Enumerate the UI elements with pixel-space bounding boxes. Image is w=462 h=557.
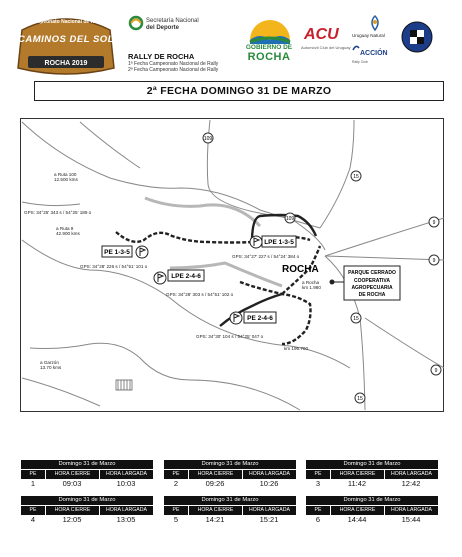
road-number-marker xyxy=(355,393,365,403)
svg-text:9: 9 xyxy=(432,220,436,226)
finish-flag-icon xyxy=(250,236,262,248)
table-date: Domingo 31 de Marzo xyxy=(306,460,438,469)
svg-text:9: 9 xyxy=(434,368,438,374)
road-number-marker xyxy=(285,213,295,223)
start-flag-icon xyxy=(230,312,242,324)
accion-subtitle: Rally Club xyxy=(352,60,368,64)
table-date: Domingo 31 de Marzo xyxy=(164,496,296,505)
table-date: Domingo 31 de Marzo xyxy=(21,460,153,469)
table-date: Domingo 31 de Marzo xyxy=(306,496,438,505)
road-number-marker xyxy=(429,255,439,265)
table-row: 3 11:42 12:42 xyxy=(315,479,421,488)
place-label: a Garzón xyxy=(40,360,59,365)
secretaria-name: Secretaría Nacional del Deporte xyxy=(146,18,199,31)
uruguay-natural-text: Uruguay Natural xyxy=(352,33,385,38)
svg-text:PE 1-3-5: PE 1-3-5 xyxy=(104,249,130,256)
svg-text:15: 15 xyxy=(353,174,359,180)
gps-label: GPS: 34°28' 303 s / 54°51' 102 o xyxy=(166,292,234,297)
table-row: 2 09:26 10:26 xyxy=(173,479,279,488)
gobierno-logo-icon xyxy=(248,18,292,44)
badge-main-text: CAMINOS DEL SOL xyxy=(18,34,114,45)
schedule-table-pe4: Domingo 31 de Marzo PE HORA CIERRE HORA LARGADA 4 12:05 13:05 xyxy=(21,496,153,525)
table-row: 5 14:21 15:21 xyxy=(173,515,279,524)
table-row: 1 09:03 10:03 xyxy=(30,479,136,488)
road-number-marker xyxy=(203,133,213,143)
gps-label: GPS: 34°28' 226 s / 54°51' 101 o xyxy=(80,264,148,269)
svg-text:LPE 1-3-5: LPE 1-3-5 xyxy=(264,239,294,246)
schedule-table-pe5: Domingo 31 de Marzo PE HORA CIERRE HORA LARGADA 5 14:21 15:21 xyxy=(164,496,296,525)
schedule-table-pe6: Domingo 31 de Marzo PE HORA CIERRE HORA LARGADA 6 14:44 15:44 xyxy=(306,496,438,525)
rally-title: RALLY DE ROCHA xyxy=(128,52,195,61)
svg-text:9: 9 xyxy=(432,258,436,264)
svg-text:PARQUE CERRADO: PARQUE CERRADO xyxy=(348,270,396,276)
accion-swirl-icon xyxy=(352,44,360,52)
page-title: 2ª FECHA DOMINGO 31 DE MARZO xyxy=(34,81,444,101)
svg-text:15: 15 xyxy=(353,316,359,322)
gps-label: GPS: 34°25' 343 s / 54°25' 189 o xyxy=(24,210,92,215)
gps-label: GPS: 34°27' 227 s / 54°24' 384 o xyxy=(232,254,300,259)
place-label: 13.70 kms xyxy=(40,365,62,370)
svg-text:PE 2-4-6: PE 2-4-6 xyxy=(247,315,273,322)
schedule-table-pe1: Domingo 31 de Marzo PE HORA CIERRE HORA LARGADA 1 09:03 10:03 xyxy=(21,460,153,489)
road-number-marker xyxy=(351,171,361,181)
schedule-table-pe2: Domingo 31 de Marzo PE HORA CIERRE HORA LARGADA 2 09:26 10:26 xyxy=(164,460,296,489)
stage-label xyxy=(102,246,132,257)
stage-label xyxy=(168,270,204,281)
badge-top-text: Campeonato Nacional de Rally xyxy=(29,19,103,25)
rally-subtitle: 1ª Fecha Campeonato Nacional de Rally 2ª Fecha Campeonato Nacional de Rally xyxy=(128,61,219,73)
finish-flag-icon xyxy=(154,272,166,284)
gps-label: GPS: 34°30' 104 s / 54°25' 047 o xyxy=(196,334,264,339)
rally-club-emblem-icon xyxy=(400,20,434,54)
stage-label xyxy=(262,236,296,247)
uruguay-natural-icon xyxy=(366,14,384,32)
table-date: Domingo 31 de Marzo xyxy=(164,460,296,469)
schedule-table-pe3: Domingo 31 de Marzo PE HORA CIERRE HORA LARGADA 3 11:42 12:42 xyxy=(306,460,438,489)
parque-marker-icon xyxy=(330,280,335,285)
road-number-marker xyxy=(431,365,441,375)
acu-logo: ACU xyxy=(304,26,339,43)
road-number-marker xyxy=(429,217,439,227)
table-date: Domingo 31 de Marzo xyxy=(21,496,153,505)
table-row: 4 12:05 13:05 xyxy=(30,515,136,524)
start-flag-icon xyxy=(136,246,148,258)
championship-badge xyxy=(14,14,118,76)
svg-text:LPE 2-4-6: LPE 2-4-6 xyxy=(171,273,201,280)
place-label: 12.500 kms xyxy=(54,177,78,182)
place-label: a Ruta 9 xyxy=(56,226,74,231)
svg-text:COOPERATIVA: COOPERATIVA xyxy=(354,278,390,284)
accion-logo: ACCIÓN xyxy=(360,50,388,57)
svg-text:15: 15 xyxy=(357,396,363,402)
route-map xyxy=(20,118,444,412)
badge-year-text: ROCHA 2019 xyxy=(44,60,88,67)
svg-text:AGROPECUARIA: AGROPECUARIA xyxy=(351,285,393,291)
svg-text:DE ROCHA: DE ROCHA xyxy=(358,292,386,298)
secretaria-logo-icon xyxy=(128,14,144,32)
svg-text:109: 109 xyxy=(285,216,295,222)
svg-text:109: 109 xyxy=(203,136,213,142)
gobierno-line2: ROCHA xyxy=(247,51,291,63)
place-label: km 1.980 xyxy=(302,285,321,290)
gobierno-line1: GOBIERNO DE xyxy=(245,44,293,51)
road-number-marker xyxy=(351,313,361,323)
table-row: 6 14:44 15:44 xyxy=(315,515,421,524)
city-label: ROCHA xyxy=(282,264,319,275)
place-label: a Rocha xyxy=(302,280,320,285)
place-label: km 196.700 xyxy=(284,346,309,351)
stage-label xyxy=(244,312,276,323)
acu-subtitle: Automóvil Club del Uruguay xyxy=(301,45,351,50)
place-label: 42.900 kms xyxy=(56,231,80,236)
place-label: a Ruta 100 xyxy=(54,172,77,177)
parque-cerrado-box xyxy=(344,266,400,300)
